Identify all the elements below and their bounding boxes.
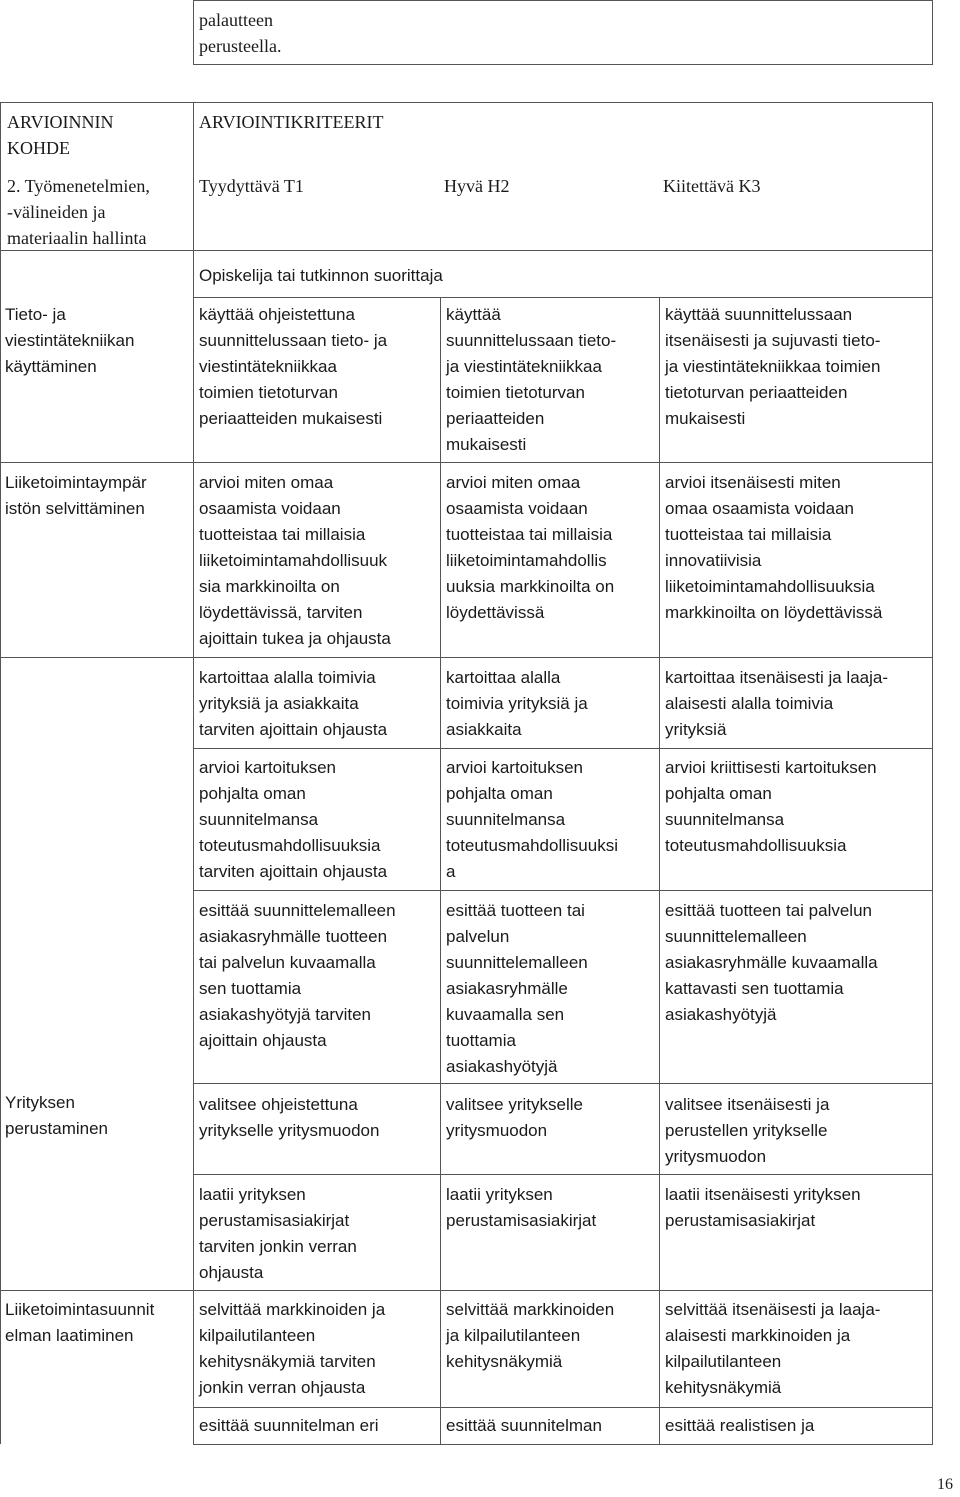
criteria-t1-cell: laatii yrityksen perustamisasiakirjat tarviten jonkin verran ohjausta xyxy=(199,1185,357,1282)
table-line xyxy=(193,1083,933,1084)
table-line xyxy=(659,297,660,1444)
table-line xyxy=(0,462,933,463)
criteria-t1-cell: käyttää ohjeistettuna suunnittelussaan tieto- ja viestintätekniikkaa toimien tietoturvan periaatteiden mukaisesti xyxy=(199,305,388,428)
table-line xyxy=(0,657,933,658)
table-line xyxy=(193,748,933,749)
criteria-h2-cell: käyttää suunnittelussaan tieto- ja viestintätekniikkaa toimien tietoturvan periaatteiden mukaisesti xyxy=(446,305,617,454)
target-item: Liiketoimintaympär istön selvittäminen xyxy=(5,473,147,518)
table-line xyxy=(440,297,441,1444)
section-title: 2. Työmenetelmien, -välineiden ja materiaalin hallinta xyxy=(7,176,150,248)
target-item: Liiketoimintasuunnit elman laatiminen xyxy=(5,1300,155,1345)
table-line xyxy=(193,890,933,891)
table-line xyxy=(932,0,933,64)
table-line xyxy=(0,1290,933,1291)
criteria-k3-cell: esittää tuotteen tai palvelun suunnittelemalleen asiakasryhmälle kuvaamalla kattavasti sen tuottamia asiakashyötyjä xyxy=(665,901,878,1024)
target-header: ARVIOINNIN KOHDE xyxy=(7,112,114,158)
criteria-k3-cell: kartoittaa itsenäisesti ja laaja- alaisesti alalla toimivia yrityksiä xyxy=(665,668,889,739)
criteria-t1-cell: kartoittaa alalla toimivia yrityksiä ja asiakkaita tarviten ajoittain ohjausta xyxy=(199,668,388,739)
table-line xyxy=(0,102,1,1444)
page-number: 16 xyxy=(937,1476,953,1493)
criteria-k3-cell: esittää realistisen ja xyxy=(665,1416,815,1435)
table-line xyxy=(193,1444,933,1445)
criteria-h2-cell: arvioi miten omaa osaamista voidaan tuotteistaa tai millaisia liiketoimintamahdollis uuksia markkinoilta on löydettävissä xyxy=(446,473,615,622)
criteria-h2-cell: valitsee yritykselle yritysmuodon xyxy=(446,1095,583,1140)
criteria-k3-cell: laatii itsenäisesti yrityksen perustamisasiakirjat xyxy=(665,1185,861,1230)
criteria-k3-cell: valitsee itsenäisesti ja perustellen yritykselle yritysmuodon xyxy=(665,1095,830,1166)
criteria-t1-cell: esittää suunnittelemalleen asiakasryhmälle tuotteen tai palvelun kuvaamalla sen tuottamia asiakashyötyjä tarviten ajoittain ohjausta xyxy=(199,901,396,1050)
criteria-h2-cell: selvittää markkinoiden ja kilpailutilanteen kehitysnäkymiä xyxy=(446,1300,615,1371)
table-line xyxy=(193,1407,933,1408)
criteria-h2-cell: esittää tuotteen tai palvelun suunnittelemalleen asiakasryhmälle kuvaamalla sen tuottamia asiakashyötyjä xyxy=(446,901,588,1076)
criteria-h2-cell: esittää suunnitelman xyxy=(446,1416,602,1435)
target-item: Yrityksen perustaminen xyxy=(5,1093,109,1138)
table-line xyxy=(932,102,933,1444)
criteria-header: ARVIOINTIKRITEERIT xyxy=(199,112,384,132)
table-line xyxy=(193,0,194,64)
table-line xyxy=(193,64,933,65)
grade-h2-label: Hyvä H2 xyxy=(444,176,510,196)
grade-k3-label: Kiitettävä K3 xyxy=(663,176,761,196)
grade-t1-label: Tyydyttävä T1 xyxy=(199,176,304,196)
table-line xyxy=(193,102,194,1444)
criteria-t1-cell: arvioi miten omaa osaamista voidaan tuotteistaa tai millaisia liiketoimintamahdollisuuk sia markkinoilta on löydettävissä, tarviten ajoittain tukea ja ohjausta xyxy=(199,473,391,648)
criteria-k3-cell: käyttää suunnittelussaan itsenäisesti ja sujuvasti tieto- ja viestintätekniikkaa toimien tietoturvan periaatteiden mukaisesti xyxy=(665,305,881,428)
criteria-h2-cell: kartoittaa alalla toimivia yrityksiä ja asiakkaita xyxy=(446,668,588,739)
criteria-t1-cell: valitsee ohjeistettuna yritykselle yritysmuodon xyxy=(199,1095,380,1140)
criteria-k3-cell: selvittää itsenäisesti ja laaja- alaisesti markkinoiden ja kilpailutilanteen kehitysnäkymiä xyxy=(665,1300,881,1397)
criteria-t1-cell: esittää suunnitelman eri xyxy=(199,1416,379,1435)
criteria-h2-cell: laatii yrityksen perustamisasiakirjat xyxy=(446,1185,597,1230)
table-line xyxy=(0,102,933,103)
criteria-t1-cell: arvioi kartoituksen pohjalta oman suunnitelmansa toteutusmahdollisuuksia tarviten ajoittain ohjausta xyxy=(199,758,388,881)
target-item: Tieto- ja viestintätekniikan käyttäminen xyxy=(5,305,135,376)
criteria-t1-cell: selvittää markkinoiden ja kilpailutilanteen kehitysnäkymiä tarviten jonkin verran ohjausta xyxy=(199,1300,386,1397)
criteria-h2-cell: arvioi kartoituksen pohjalta oman suunnitelmansa toteutusmahdollisuuksi a xyxy=(446,758,618,881)
table-line xyxy=(193,0,933,1)
table-line xyxy=(193,297,933,298)
top-row-text: palautteen perusteella. xyxy=(199,10,282,56)
table-line xyxy=(193,1174,933,1175)
criteria-k3-cell: arvioi kriittisesti kartoituksen pohjalta oman suunnitelmansa toteutusmahdollisuuksia xyxy=(665,758,877,855)
subject-label: Opiskelija tai tutkinnon suorittaja xyxy=(199,266,443,285)
criteria-k3-cell: arvioi itsenäisesti miten omaa osaamista voidaan tuotteistaa tai millaisia innovatiivisia liiketoimintamahdollisuuksia markkinoilta on löydettävissä xyxy=(665,473,883,622)
